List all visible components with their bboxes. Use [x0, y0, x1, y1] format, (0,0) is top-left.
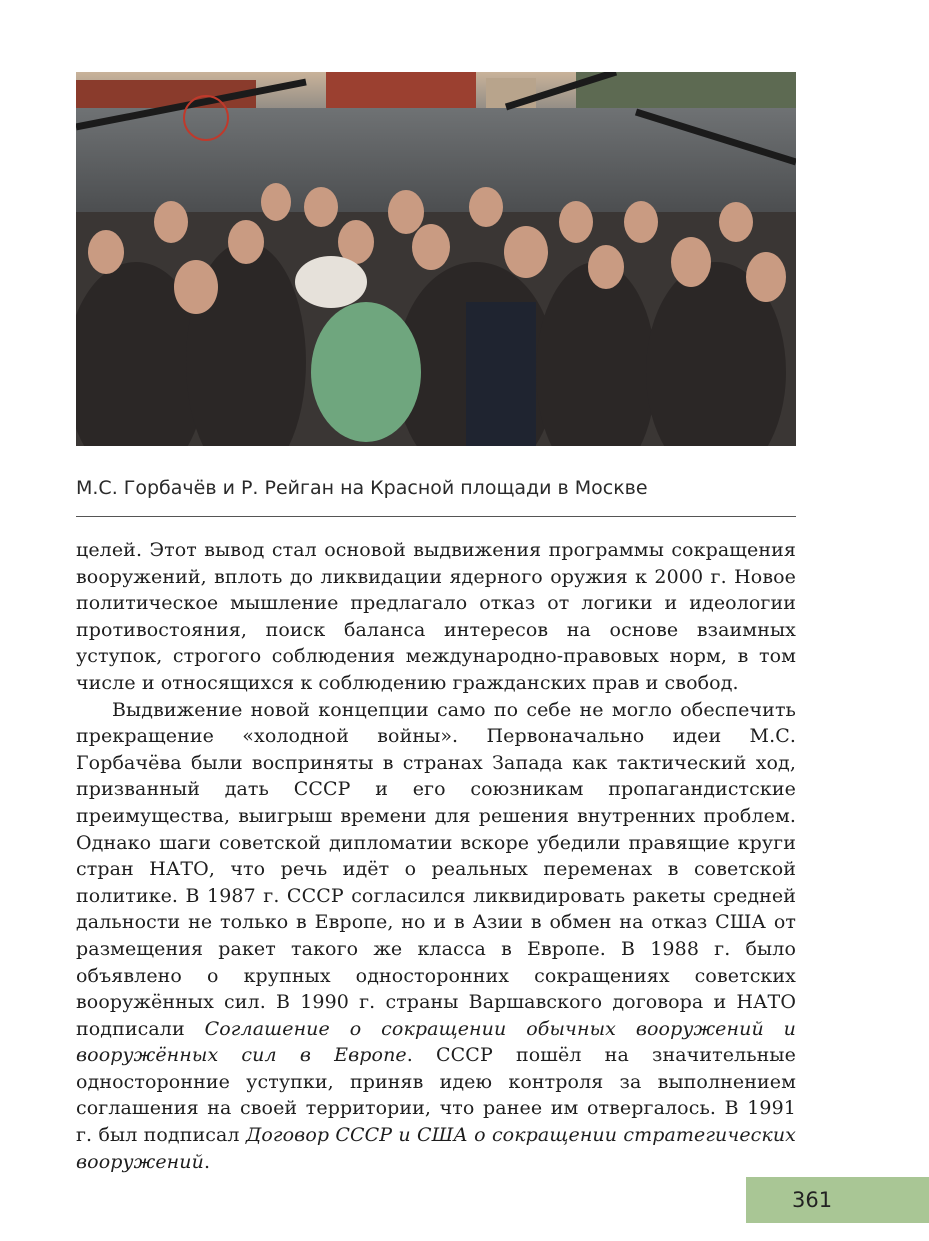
body-text	[76, 537, 796, 1175]
paragraph-2-text-1: Выдвижение новой концепции само по себе не могло обеспечить прекращение «холодной войны». Первоначально идеи М.С. Горбачёва были восприняты в странах Запада как тактический ход, призванный дать СССР и его союзникам пропагандистские преимущества, выигрыш времени для решения внутренних проблем. Однако шаги советской дипломатии вскоре убедили правящие круги стран НАТО, что речь идёт о реальных переменах в советской политике. В 1987 г. СССР согласился ликвидировать ракеты средней дальности не только в Европе, но и в Азии в обмен на отказ США от размещения ракет такого же класса в Европе. В 1988 г. было объявлено о крупных односторонних сокращениях советских вооружённых сил. В 1990 г. страны Варшавского договора и НАТО подписали	[76, 698, 796, 1040]
photo-caption: М.С. Горбачёв и Р. Рейган на Красной площади в Москве	[76, 477, 648, 499]
paragraph-2-text-3: .	[203, 1150, 211, 1173]
treaty-title-conventional-forces: Соглашение о сокращении обычных вооружений и вооружённых сил в Европе	[76, 1017, 797, 1067]
paragraph-2	[76, 697, 796, 1176]
paragraph-1	[76, 537, 796, 697]
crowd-photo	[76, 72, 796, 446]
caption-divider	[76, 516, 796, 517]
paragraph-2-text-2: . СССР пошёл на значительные односторонние уступки, приняв идею контроля за выполнением соглашения на своей территории, что ранее им отвергалось. В 1991 г. был подписал	[76, 1044, 796, 1147]
crowd-photo-icon	[76, 72, 796, 446]
page-number: 361	[792, 1188, 833, 1212]
paragraph-1-text: целей. Этот вывод стал основой выдвижения программы сокращения вооружений, вплоть до ликвидации ядерного оружия к 2000 г. Новое политическое мышление предлагало отказ от логики и идеологии противостояния, поиск баланса интересов на основе взаимных уступок, строгого соблюдения международно-правовых норм, в том числе и относящихся к соблюдению гражданских прав и свобод.	[76, 539, 796, 694]
treaty-title-strategic-arms: Договор СССР и США о сокращении стратегических вооружений	[76, 1124, 797, 1173]
